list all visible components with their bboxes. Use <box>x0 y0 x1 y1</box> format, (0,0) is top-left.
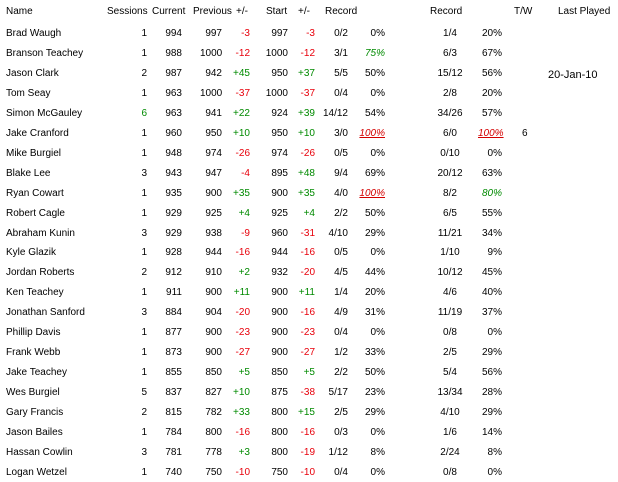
cell-pct2: 57% <box>481 108 502 119</box>
cell-tw <box>522 188 534 200</box>
col-header-start: Start <box>266 6 288 17</box>
cell-previous: 997 <box>205 28 222 39</box>
cell-sessions: 1 <box>141 247 147 258</box>
cell-previous: 910 <box>205 267 222 278</box>
cell-rec1: 4/5 <box>334 267 348 278</box>
cell-tw <box>522 347 534 359</box>
cell-pct2: 20% <box>481 88 502 99</box>
cell-rec1: 3/0 <box>334 128 348 139</box>
cell-pct1: 100% <box>359 188 385 199</box>
cell-sessions: 2 <box>141 267 147 278</box>
cell-tw: 6 <box>522 128 528 139</box>
cell-start: 895 <box>271 168 288 179</box>
cell-name: Tom Seay <box>6 88 51 99</box>
cell-name: Ryan Cowart <box>6 188 64 199</box>
cell-diff2: +4 <box>303 208 315 219</box>
cell-diff2: -23 <box>300 327 315 338</box>
cell-rec2: 11/21 <box>437 228 463 239</box>
cell-current: 912 <box>165 267 182 278</box>
cell-previous: 778 <box>205 447 222 458</box>
cell-rec1: 4/0 <box>334 188 348 199</box>
cell-previous: 942 <box>205 68 222 79</box>
cell-pct1: 0% <box>370 148 385 159</box>
cell-diff2: -26 <box>300 148 315 159</box>
col-header-sessions: Sessions <box>107 6 148 17</box>
cell-rec2: 0/8 <box>443 327 457 338</box>
cell-start: 900 <box>271 188 288 199</box>
cell-tw <box>522 247 534 259</box>
cell-pct1: 100% <box>359 128 385 139</box>
cell-sessions: 1 <box>141 48 147 59</box>
cell-rec2: 6/5 <box>443 208 457 219</box>
cell-diff1: +10 <box>233 128 250 139</box>
col-header-previous: Previous <box>193 6 232 17</box>
cell-pct2: 0% <box>487 148 502 159</box>
cell-previous: 947 <box>205 168 222 179</box>
cell-previous: 938 <box>205 228 222 239</box>
cell-sessions: 1 <box>141 367 147 378</box>
cell-rec2: 6/0 <box>443 128 457 139</box>
cell-diff1: -20 <box>235 307 250 318</box>
cell-pct1: 29% <box>364 228 385 239</box>
cell-rec2: 2/8 <box>443 88 457 99</box>
cell-tw <box>522 148 534 160</box>
cell-pct1: 8% <box>370 447 385 458</box>
cell-rec2: 4/6 <box>443 287 457 298</box>
col-header-name: Name <box>6 6 33 17</box>
cell-previous: 900 <box>205 188 222 199</box>
cell-name: Gary Francis <box>6 407 64 418</box>
cell-pct1: 31% <box>364 307 385 318</box>
cell-diff1: +2 <box>238 267 250 278</box>
cell-start: 800 <box>271 427 288 438</box>
cell-pct2: 0% <box>487 467 502 478</box>
cell-rec2: 5/4 <box>443 367 457 378</box>
cell-diff1: -27 <box>235 347 250 358</box>
cell-diff1: +4 <box>238 208 250 219</box>
cell-tw <box>522 427 534 439</box>
cell-start: 900 <box>271 287 288 298</box>
cell-tw <box>522 28 534 40</box>
cell-name: Logan Wetzel <box>6 467 67 478</box>
cell-sessions: 1 <box>141 128 147 139</box>
cell-current: 740 <box>165 467 182 478</box>
cell-rec1: 3/1 <box>334 48 348 59</box>
cell-diff2: -19 <box>300 447 315 458</box>
cell-diff1: -26 <box>235 148 250 159</box>
cell-pct2: 28% <box>481 387 502 398</box>
col-header-record2: Record <box>430 6 463 17</box>
cell-rec2: 8/2 <box>443 188 457 199</box>
col-header-diff2: +/- <box>298 6 310 17</box>
cell-name: Brad Waugh <box>6 28 62 39</box>
cell-sessions: 1 <box>141 287 147 298</box>
cell-start: 1000 <box>265 88 288 99</box>
cell-diff2: -10 <box>300 467 315 478</box>
cell-name: Hassan Cowlin <box>6 447 73 458</box>
cell-rec2: 20/12 <box>437 168 463 179</box>
cell-current: 781 <box>165 447 182 458</box>
col-header-record1: Record <box>325 6 358 17</box>
cell-start: 800 <box>271 407 288 418</box>
cell-pct2: 20% <box>481 28 502 39</box>
cell-pct2: 37% <box>481 307 502 318</box>
cell-tw <box>522 48 534 60</box>
cell-diff1: +45 <box>233 68 250 79</box>
cell-current: 911 <box>166 287 182 298</box>
cell-tw <box>522 88 534 100</box>
cell-rec1: 0/4 <box>334 327 348 338</box>
cell-name: Simon McGauley <box>6 108 83 119</box>
cell-pct2: 55% <box>481 208 502 219</box>
cell-rec1: 2/2 <box>334 367 348 378</box>
cell-start: 950 <box>271 128 288 139</box>
cell-diff1: +33 <box>233 407 250 418</box>
cell-tw <box>522 327 534 339</box>
cell-pct1: 44% <box>364 267 385 278</box>
cell-start: 925 <box>271 208 288 219</box>
cell-rec2: 10/12 <box>437 267 463 278</box>
cell-sessions: 3 <box>141 228 147 239</box>
cell-rec2: 15/12 <box>437 68 463 79</box>
cell-rec2: 2/24 <box>440 447 460 458</box>
cell-rec1: 0/4 <box>334 88 348 99</box>
cell-diff1: -37 <box>235 88 250 99</box>
cell-pct1: 0% <box>370 88 385 99</box>
cell-rec1: 1/12 <box>328 447 348 458</box>
cell-diff1: -16 <box>235 427 250 438</box>
cell-diff2: -12 <box>300 48 315 59</box>
cell-sessions: 1 <box>141 208 147 219</box>
cell-tw <box>522 387 534 399</box>
cell-diff2: +48 <box>298 168 315 179</box>
cell-current: 960 <box>165 128 182 139</box>
cell-pct1: 0% <box>370 247 385 258</box>
cell-current: 815 <box>165 407 182 418</box>
cell-previous: 827 <box>205 387 222 398</box>
cell-pct2: 80% <box>481 188 502 199</box>
cell-rec1: 9/4 <box>334 168 348 179</box>
cell-diff1: -4 <box>241 168 250 179</box>
cell-rec1: 2/5 <box>334 407 348 418</box>
cell-sessions: 1 <box>141 28 147 39</box>
cell-previous: 974 <box>205 148 222 159</box>
cell-rec2: 13/34 <box>437 387 463 398</box>
cell-tw <box>522 68 534 80</box>
cell-tw <box>522 267 534 279</box>
cell-pct2: 8% <box>487 447 502 458</box>
cell-pct1: 0% <box>370 327 385 338</box>
cell-diff1: +22 <box>233 108 250 119</box>
cell-tw <box>522 407 534 419</box>
cell-diff2: +5 <box>303 367 315 378</box>
cell-diff1: +3 <box>238 447 250 458</box>
cell-previous: 904 <box>205 307 222 318</box>
cell-rec2: 0/8 <box>443 467 457 478</box>
cell-name: Jason Clark <box>6 68 59 79</box>
cell-sessions: 1 <box>141 467 147 478</box>
cell-pct2: 34% <box>481 228 502 239</box>
cell-name: Jason Bailes <box>6 427 63 438</box>
cell-diff2: -27 <box>300 347 315 358</box>
cell-rec2: 6/3 <box>443 48 457 59</box>
cell-previous: 782 <box>205 407 222 418</box>
cell-sessions: 1 <box>141 327 147 338</box>
cell-diff1: +5 <box>238 367 250 378</box>
cell-rec1: 5/5 <box>334 68 348 79</box>
cell-previous: 1000 <box>200 88 223 99</box>
cell-name: Jake Cranford <box>6 128 69 139</box>
cell-previous: 900 <box>205 347 222 358</box>
cell-previous: 950 <box>205 128 222 139</box>
cell-start: 900 <box>271 347 288 358</box>
cell-current: 987 <box>165 68 182 79</box>
cell-pct1: 29% <box>364 407 385 418</box>
cell-diff2: -38 <box>300 387 315 398</box>
cell-diff1: +10 <box>233 387 250 398</box>
cell-start: 800 <box>271 447 288 458</box>
cell-previous: 850 <box>205 367 222 378</box>
last-played-date: 20-Jan-10 <box>548 69 598 81</box>
cell-rec1: 0/3 <box>334 427 348 438</box>
cell-start: 850 <box>271 367 288 378</box>
cell-diff2: +11 <box>298 287 315 298</box>
cell-current: 877 <box>165 327 182 338</box>
cell-current: 855 <box>165 367 182 378</box>
cell-pct2: 100% <box>478 128 504 139</box>
cell-start: 900 <box>271 307 288 318</box>
cell-rec1: 0/5 <box>334 247 348 258</box>
cell-previous: 944 <box>205 247 222 258</box>
cell-pct1: 50% <box>364 367 385 378</box>
cell-diff2: -37 <box>300 88 315 99</box>
cell-name: Mike Burgiel <box>6 148 62 159</box>
cell-previous: 925 <box>205 208 222 219</box>
cell-pct2: 45% <box>481 267 502 278</box>
cell-name: Robert Cagle <box>6 208 65 219</box>
cell-sessions: 3 <box>141 307 147 318</box>
cell-sessions: 1 <box>141 427 147 438</box>
cell-start: 924 <box>271 108 288 119</box>
cell-pct1: 75% <box>364 48 385 59</box>
cell-name: Jonathan Sanford <box>6 307 85 318</box>
cell-tw <box>522 307 534 319</box>
cell-sessions: 5 <box>141 387 147 398</box>
cell-start: 875 <box>271 387 288 398</box>
cell-name: Frank Webb <box>6 347 61 358</box>
cell-current: 873 <box>165 347 182 358</box>
cell-diff1: -9 <box>241 228 250 239</box>
cell-previous: 900 <box>205 327 222 338</box>
cell-current: 943 <box>165 168 182 179</box>
cell-current: 963 <box>165 108 182 119</box>
cell-diff2: +15 <box>298 407 315 418</box>
cell-pct1: 0% <box>370 28 385 39</box>
cell-start: 974 <box>271 148 288 159</box>
cell-start: 944 <box>271 247 288 258</box>
cell-pct1: 50% <box>364 68 385 79</box>
cell-rec2: 34/26 <box>437 108 463 119</box>
col-header-diff1: +/- <box>236 6 248 17</box>
cell-pct2: 56% <box>481 68 502 79</box>
cell-pct1: 23% <box>364 387 385 398</box>
cell-current: 988 <box>165 48 182 59</box>
cell-diff2: +39 <box>298 108 315 119</box>
cell-pct1: 33% <box>364 347 385 358</box>
cell-current: 929 <box>165 208 182 219</box>
cell-name: Blake Lee <box>6 168 51 179</box>
cell-current: 837 <box>165 387 182 398</box>
cell-current: 948 <box>165 148 182 159</box>
cell-name: Branson Teachey <box>6 48 84 59</box>
cell-sessions: 3 <box>141 168 147 179</box>
cell-diff2: +35 <box>298 188 315 199</box>
cell-pct2: 67% <box>481 48 502 59</box>
cell-rec2: 11/19 <box>437 307 463 318</box>
cell-diff1: -3 <box>241 28 250 39</box>
cell-pct2: 14% <box>481 427 502 438</box>
cell-rec1: 5/17 <box>328 387 348 398</box>
cell-diff1: -16 <box>235 247 250 258</box>
cell-name: Abraham Kunin <box>6 228 75 239</box>
cell-rec1: 1/2 <box>334 347 348 358</box>
cell-tw <box>522 228 534 240</box>
cell-name: Wes Burgiel <box>6 387 60 398</box>
cell-start: 950 <box>271 68 288 79</box>
cell-diff2: -20 <box>300 267 315 278</box>
cell-start: 900 <box>271 327 288 338</box>
cell-name: Phillip Davis <box>6 327 61 338</box>
cell-current: 963 <box>165 88 182 99</box>
cell-diff1: +11 <box>233 287 250 298</box>
cell-rec1: 0/4 <box>334 467 348 478</box>
cell-previous: 941 <box>205 108 222 119</box>
cell-pct2: 63% <box>481 168 502 179</box>
col-header-current: Current <box>152 6 186 17</box>
cell-sessions: 6 <box>141 108 147 119</box>
cell-start: 1000 <box>265 48 288 59</box>
cell-current: 884 <box>165 307 182 318</box>
cell-current: 928 <box>165 247 182 258</box>
cell-diff2: +37 <box>298 68 315 79</box>
cell-sessions: 1 <box>141 188 147 199</box>
cell-sessions: 2 <box>141 407 147 418</box>
cell-diff2: -31 <box>300 228 315 239</box>
cell-name: Ken Teachey <box>6 287 64 298</box>
cell-current: 994 <box>165 28 182 39</box>
cell-rec1: 1/4 <box>334 287 348 298</box>
cell-rec2: 2/5 <box>443 347 457 358</box>
cell-previous: 900 <box>205 287 222 298</box>
cell-previous: 800 <box>205 427 222 438</box>
cell-rec1: 4/9 <box>334 307 348 318</box>
cell-pct1: 0% <box>370 467 385 478</box>
cell-pct2: 40% <box>481 287 502 298</box>
cell-current: 935 <box>165 188 182 199</box>
cell-pct1: 54% <box>364 108 385 119</box>
cell-start: 960 <box>271 228 288 239</box>
cell-tw <box>522 108 534 120</box>
cell-start: 932 <box>271 267 288 278</box>
cell-previous: 1000 <box>200 48 223 59</box>
cell-previous: 750 <box>205 467 222 478</box>
cell-diff1: +35 <box>233 188 250 199</box>
cell-tw <box>522 367 534 379</box>
cell-sessions: 1 <box>141 148 147 159</box>
cell-diff1: -10 <box>235 467 250 478</box>
cell-diff2: -16 <box>300 307 315 318</box>
cell-rec1: 2/2 <box>334 208 348 219</box>
cell-pct2: 56% <box>481 367 502 378</box>
cell-rec1: 14/12 <box>322 108 348 119</box>
cell-diff2: +10 <box>298 128 315 139</box>
cell-rec1: 4/10 <box>328 228 348 239</box>
cell-diff1: -12 <box>235 48 250 59</box>
cell-name: Kyle Glazik <box>6 247 57 258</box>
cell-rec2: 4/10 <box>440 407 460 418</box>
cell-tw <box>522 447 534 459</box>
cell-diff2: -3 <box>306 28 315 39</box>
cell-name: Jake Teachey <box>6 367 67 378</box>
cell-sessions: 1 <box>141 347 147 358</box>
cell-diff2: -16 <box>300 427 315 438</box>
cell-rec1: 0/2 <box>334 28 348 39</box>
cell-pct2: 29% <box>481 347 502 358</box>
cell-start: 750 <box>271 467 288 478</box>
cell-current: 929 <box>165 228 182 239</box>
col-header-last-played: Last Played <box>558 6 611 17</box>
cell-pct2: 9% <box>487 247 502 258</box>
cell-pct1: 0% <box>370 427 385 438</box>
cell-rec2: 1/4 <box>443 28 457 39</box>
cell-diff1: -23 <box>235 327 250 338</box>
cell-pct2: 29% <box>481 407 502 418</box>
cell-tw <box>522 467 534 479</box>
cell-rec1: 0/5 <box>334 148 348 159</box>
cell-pct1: 69% <box>364 168 385 179</box>
cell-rec2: 1/10 <box>440 247 460 258</box>
cell-tw <box>522 168 534 180</box>
cell-pct2: 0% <box>487 327 502 338</box>
cell-rec2: 1/6 <box>443 427 457 438</box>
cell-diff2: -16 <box>300 247 315 258</box>
cell-sessions: 1 <box>141 88 147 99</box>
cell-tw <box>522 287 534 299</box>
cell-pct1: 50% <box>364 208 385 219</box>
col-header-tw: T/W <box>514 6 533 17</box>
cell-sessions: 2 <box>141 68 147 79</box>
cell-tw <box>522 208 534 220</box>
cell-current: 784 <box>165 427 182 438</box>
cell-name: Jordan Roberts <box>6 267 75 278</box>
cell-start: 997 <box>271 28 288 39</box>
cell-rec2: 0/10 <box>440 148 460 159</box>
cell-pct1: 20% <box>364 287 385 298</box>
cell-sessions: 3 <box>141 447 147 458</box>
